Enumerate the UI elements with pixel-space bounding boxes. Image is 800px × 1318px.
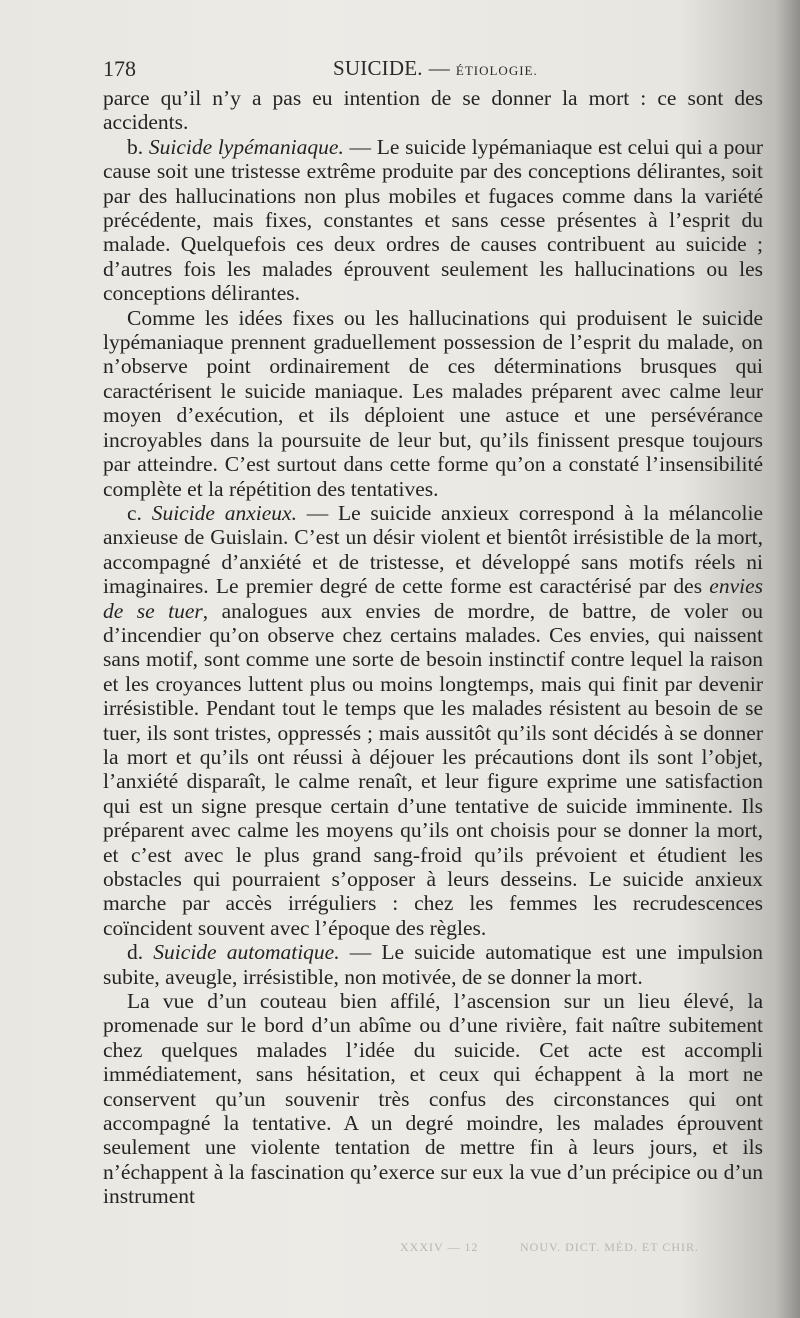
paragraph-accidents: parce qu’il n’y a pas eu intention de se donner la mort : ce sont des accidents. <box>103 86 763 135</box>
text-suicide-automatique: — Le suicide automatique est une impulsion subite, aveugle, irrésistible, non motivée, de se donner la mort. <box>103 940 763 989</box>
heading-suicide-anxieux: Suicide anxieux. <box>151 500 297 525</box>
paragraph-suicide-automatique <box>103 940 763 989</box>
emphasis-envies-de-se-tuer: envies de se tuer <box>103 574 763 623</box>
text-suicide-anxieux-a: — Le suicide anxieux correspond à la mélancolie anxieuse de Guislain. C’est un désir violent et bientôt irrésistible de la mort, accompagné d’anxiété et de tristesse, et développé sans motifs réels ni imaginaires. Le premier degré de cette forme est caractérisé par des <box>103 500 764 599</box>
text-suicide-anxieux-b: , analogues aux envies de mordre, de battre, de voler ou d’incendier qu’on observe chez certains malades. Ces envies, qui naissent sans motif, sont comme une sorte de besoin instinctif contre lequel la raison et les croyances luttent plus ou moins longtemps, mais qui finit par devenir irrésistible. Pendant tout le temps que les malades résistent au besoin de se tuer, ils sont tristes, oppressés ; mais aussitôt qu’ils sont décidés à se donner la mort et qu’ils ont réussi à déjouer les précautions dont ils sont l’objet, l’anxiété disparaît, le calme renaît, et leur figure exprime une satisfaction qui est un signe presque certain d’une tentative de suicide imminente. Ils préparent avec calme les moyens qu’ils ont choisis pour se donner la mort, et c’est avec le plus grand sang-froid qu’ils prévoient et étudient les obstacles qui pourraient s’opposer à leurs desseins. Le suicide anxieux marche par accès irréguliers : chez les femmes les recrudescences coïncident souvent avec l’époque des règles. <box>103 598 763 940</box>
page-number: 178 <box>103 56 136 81</box>
heading-suicide-lypemaniaque: Suicide lypémaniaque. <box>148 134 344 159</box>
footer-signature: XXXIV — 12 <box>400 1240 479 1254</box>
running-title-dash: — <box>428 56 450 80</box>
paragraph-suicide-anxieux <box>103 501 763 940</box>
section-label-b: b. <box>127 134 144 159</box>
text-suicide-lypemaniaque: — Le suicide lypémaniaque est celui qui a pour cause soit une tristesse extrême produite par des conceptions délirantes, soit par des hallucinations non plus mobiles et fugaces comme dans la variété précédente, mais fixes, constantes et sans cesse présentes à l’esprit du malade. Quelquefois ces deux ordres de causes contribuent au suicide ; d’autres fois les malades éprouvent seulement les hallucinations ou les conceptions délirantes. <box>103 134 764 306</box>
page-header <box>103 56 763 80</box>
page-body <box>103 86 763 1209</box>
heading-suicide-automatique: Suicide automatique. <box>153 940 340 965</box>
footer-source: NOUV. DICT. MÉD. ET CHIR. <box>520 1240 700 1254</box>
paragraph-idees-fixes: Comme les idées fixes ou les hallucinations qui produisent le suicide lypémaniaque prennent graduellement possession de l’esprit du malade, on n’observe point ordinairement de ces déterminations brusques qui caractérisent le suicide maniaque. Les malades préparent avec calme leur moyen d’exécution, et ils déploient une astuce et une persévérance incroyables dans la poursuite de leur but, qu’ils finissent presque toujours par atteindre. C’est surtout dans cette forme qu’on a constaté l’insensibilité complète et la répétition des tentatives. <box>103 305 763 501</box>
running-title <box>333 56 538 81</box>
section-label-c: c. <box>127 500 142 525</box>
running-title-text: SUICIDE. <box>333 56 423 80</box>
section-title: ÉTIOLOGIE. <box>455 63 538 78</box>
section-label-d: d. <box>127 940 144 965</box>
page-footer <box>400 1240 760 1256</box>
paragraph-suicide-lypemaniaque <box>103 135 763 306</box>
paragraph-vue-couteau: La vue d’un couteau bien affilé, l’ascension sur un lieu élevé, la promenade sur le bord d’un abîme ou d’une rivière, fait naître subitement chez quelques malades l’idée du suicide. Cet acte est accompli immédiatement, sans hésitation, et ceux qui échappent à la mort ne conservent qu’un souvenir très confus des circonstances qui ont accompagné la tentative. A un degré moindre, les malades éprouvent seulement une violente tentation de mettre fin à leurs jours, et ils n’échappent à la fascination qu’exerce sur eux la vue d’un précipice ou d’un instrument <box>103 989 763 1209</box>
